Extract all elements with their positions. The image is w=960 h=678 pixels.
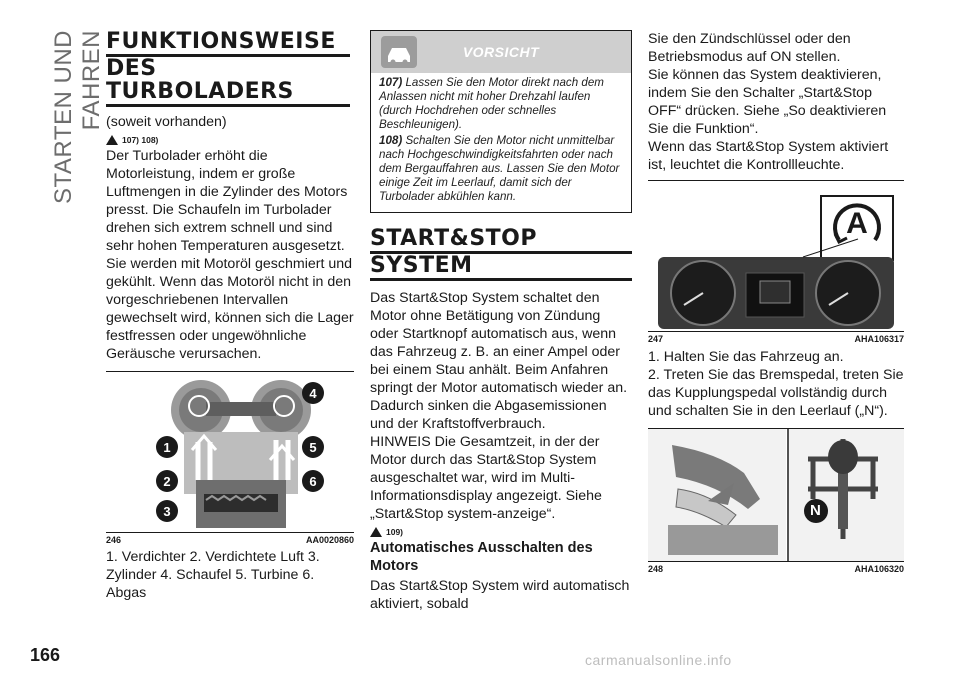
figure-pedal-gear (648, 428, 904, 561)
figure-caption-bar (648, 561, 904, 574)
indicator-light-a: A (820, 195, 894, 261)
figure-code: AHA106317 (854, 334, 904, 344)
car-caution-icon (379, 34, 419, 70)
availability-note: (soweit vorhanden) (106, 114, 227, 130)
warning-triangle-icon (370, 527, 382, 537)
figure-code: AHA106320 (854, 564, 904, 574)
indicator-paragraph: Wenn das Start&Stop System aktiviert ist, leuchtet die Kontrollleuchte. (648, 139, 889, 173)
figure-code: AA0020860 (305, 535, 354, 545)
chapter-side-title: STARTEN UND FAHREN (50, 30, 105, 204)
vorsicht-item: 108) Schalten Sie den Motor nicht unmittelbar nach Hochgeschwindigkeitsfahrten oder nach dem Bergauffahren aus. Lassen Sie den Motor einige Zeit im Leerlauf, damit sich der Turbolader abkühlen kann. (379, 134, 620, 203)
callout-2: 2 (156, 470, 178, 492)
figure-number: 247 (648, 334, 664, 344)
column-instructions (648, 30, 904, 574)
vorsicht-box (370, 30, 632, 213)
callout-3: 3 (156, 500, 178, 522)
figure-instrument-cluster (648, 180, 904, 331)
figure-number: 246 (106, 535, 122, 545)
gear-letter-n: N (810, 502, 821, 519)
warning-reference: 107) 108) (106, 131, 354, 145)
callout-1: 1 (156, 436, 178, 458)
step-1: 1. Halten Sie das Fahrzeug an. (648, 349, 844, 365)
start-stop-paragraph: Das Start&Stop System schaltet den Motor ohne Betätigung von Zündung oder Startknopf automatisch aus, wenn das Fahrzeug z. B. an einer Ampel oder bei einem Stau anhält. Beim Anfahren springt der Motor automatisch wieder an. Dadurch sinken die Abgasemissionen und der Kraftstoffverbrauch. (370, 290, 628, 432)
figure-legend: 1. Verdichter 2. Verdichtete Luft 3. Zylinder 4. Schaufel 5. Turbine 6. Abgas (106, 549, 320, 601)
page-number: 166 (30, 645, 61, 665)
subheading-auto-off: Automatisches Ausschalten des Motors (370, 540, 593, 574)
figure-turbocharger (106, 371, 354, 532)
warning-triangle-icon (106, 135, 118, 145)
auto-off-paragraph: Das Start&Stop System wird automatisch aktiviert, sobald (370, 578, 630, 612)
warning-reference: 109) (370, 523, 632, 537)
callout-6: 6 (302, 470, 324, 492)
vorsicht-title: VORSICHT (462, 44, 540, 60)
callout-4: 4 (302, 382, 324, 404)
column-start-stop (370, 30, 632, 613)
figure-caption-bar (648, 331, 904, 344)
watermark: carmanualsonline.info (585, 652, 732, 668)
pedal-and-shifter-illustration (648, 429, 904, 561)
hinweis-paragraph: HINWEIS Die Gesamtzeit, in der der Motor durch das Start&Stop System ausgeschaltet war, wird im Multi-Informationsdisplay angezeigt. Siehe „Start&Stop system-anzeige“. (370, 434, 602, 522)
ignition-paragraph: Sie den Zündschlüssel oder den Betriebsmodus auf ON stellen. (648, 31, 851, 65)
callout-5: 5 (302, 436, 324, 458)
vorsicht-item: 107) Lassen Sie den Motor direkt nach dem Anlassen nicht mit hoher Drehzahl laufen (durch Hochdrehen oder schnelles Beschleunigen). (379, 76, 604, 131)
section-heading-start-stop: START&STOP SYSTEM (370, 227, 632, 281)
turbolader-paragraph: Der Turbolader erhöht die Motorleistung, indem er große Luftmengen in die Zylinder des Motors presst. Die Schaufeln im Turbolader drehen sich extrem schnell und sind sehr hohen Temperaturen ausgesetzt. Sie werden mit Motoröl geschmiert und gekühlt. Wenn das Motoröl nicht in den vorgeschriebenen Intervallen gewechselt wird, können sich die Lager festfressen oder ungewöhnliche Geräusche verursachen. (106, 148, 354, 362)
figure-caption-bar (106, 532, 354, 545)
step-2: 2. Treten Sie das Bremspedal, treten Sie das Kupplungspedal vollständig durch und schalten Sie in den Leerlauf („N“). (648, 367, 904, 419)
vorsicht-header (371, 31, 631, 73)
vorsicht-body (371, 73, 631, 212)
figure-number: 248 (648, 564, 664, 574)
dashboard-illustration (648, 181, 904, 331)
column-turbolader (106, 30, 354, 602)
section-heading-turbolader: FUNKTIONSWEISE DES TURBOLADERS (106, 30, 350, 107)
deactivate-paragraph: Sie können das System deaktivieren, indem Sie den Schalter „Start&Stop OFF“ drücken. Siehe „So deaktivieren Sie die Funktion“. (648, 67, 887, 137)
